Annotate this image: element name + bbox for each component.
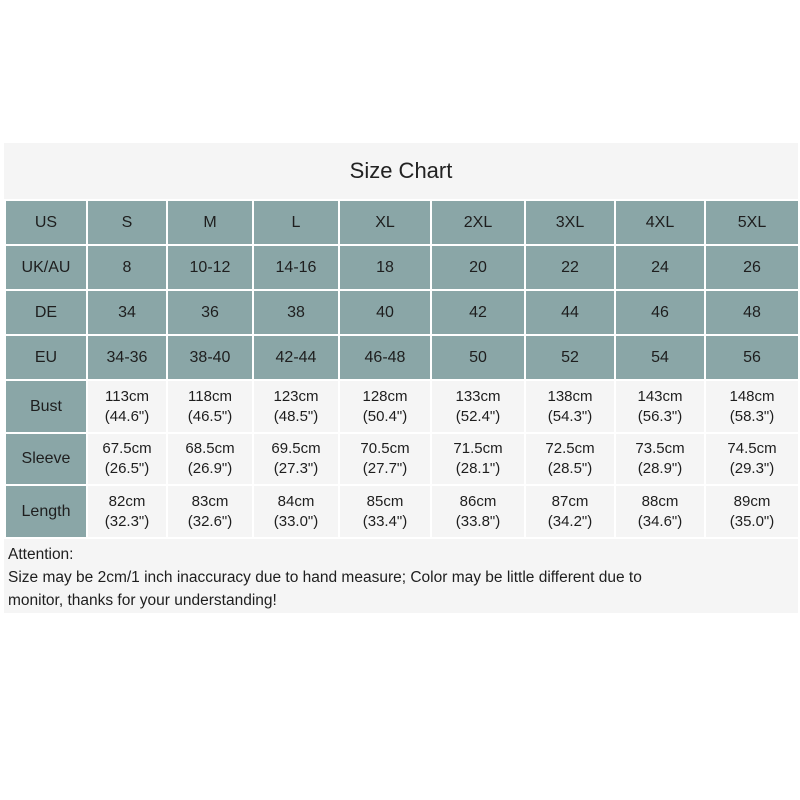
row-label: DE <box>5 290 87 335</box>
value-primary: 38-40 <box>189 348 231 366</box>
value-primary: 118cm <box>188 387 232 405</box>
value-secondary: (33.8") <box>455 512 501 530</box>
size-value-cell <box>253 380 339 433</box>
value-primary: 113cm <box>105 387 149 405</box>
value-primary: 83cm <box>191 492 229 510</box>
value-secondary: (34.6") <box>637 512 683 530</box>
size-row <box>5 335 799 380</box>
value-secondary: (32.3") <box>104 512 150 530</box>
size-value-cell <box>431 335 525 380</box>
size-value-cell <box>253 433 339 485</box>
value-primary: 138cm <box>547 387 593 405</box>
size-chart <box>4 143 798 613</box>
size-value-cell <box>615 433 705 485</box>
value-primary: 24 <box>651 258 669 276</box>
value-secondary: (27.7") <box>362 460 408 477</box>
size-value-cell <box>705 380 799 433</box>
value-secondary: (27.3") <box>273 460 319 477</box>
size-value-cell <box>525 290 615 335</box>
value-primary: 123cm <box>273 387 319 405</box>
row-label: Sleeve <box>5 433 87 485</box>
size-value-cell <box>431 380 525 433</box>
size-value-cell <box>339 485 431 538</box>
size-value-cell <box>253 485 339 538</box>
value-secondary: (26.5") <box>104 460 150 477</box>
value-primary: 82cm <box>108 492 146 510</box>
value-primary: 72.5cm <box>545 440 595 457</box>
size-value-cell <box>339 335 431 380</box>
size-table <box>4 199 800 539</box>
header-size-cell: XL <box>339 200 431 245</box>
chart-title: Size Chart <box>4 143 798 199</box>
size-value-cell <box>87 290 167 335</box>
value-primary: 34 <box>118 303 136 321</box>
value-primary: 71.5cm <box>453 440 503 457</box>
value-primary: 18 <box>376 258 394 276</box>
value-primary: 143cm <box>637 387 683 405</box>
value-primary: 34-36 <box>106 348 148 366</box>
value-primary: 20 <box>469 258 487 276</box>
size-value-cell <box>87 335 167 380</box>
value-secondary: (52.4") <box>455 407 501 425</box>
value-primary: 148cm <box>729 387 775 405</box>
size-value-cell <box>525 380 615 433</box>
value-primary: 54 <box>651 348 669 366</box>
value-primary: 26 <box>743 258 761 276</box>
value-secondary: (28.1") <box>455 460 501 477</box>
header-size-cell: S <box>87 200 167 245</box>
size-value-cell <box>167 380 253 433</box>
header-size-cell: M <box>167 200 253 245</box>
value-primary: 128cm <box>362 387 408 405</box>
size-value-cell <box>431 433 525 485</box>
value-secondary: (32.6") <box>187 512 233 530</box>
size-value-cell <box>705 485 799 538</box>
size-value-cell <box>705 433 799 485</box>
size-value-cell <box>705 335 799 380</box>
size-value-cell <box>525 433 615 485</box>
size-value-cell <box>431 290 525 335</box>
row-label: EU <box>5 335 87 380</box>
value-secondary: (33.0") <box>273 512 319 530</box>
row-label: Bust <box>5 380 87 433</box>
value-primary: 68.5cm <box>185 440 235 457</box>
size-value-cell <box>339 380 431 433</box>
value-primary: 87cm <box>551 492 589 510</box>
header-size-cell: 3XL <box>525 200 615 245</box>
value-primary: 89cm <box>733 492 771 510</box>
value-primary: 67.5cm <box>102 440 152 457</box>
value-primary: 36 <box>201 303 219 321</box>
size-row <box>5 380 799 433</box>
value-secondary: (35.0") <box>729 512 775 530</box>
size-value-cell <box>87 433 167 485</box>
size-value-cell <box>339 245 431 290</box>
size-value-cell <box>253 245 339 290</box>
size-value-cell <box>525 245 615 290</box>
header-size-cell: 5XL <box>705 200 799 245</box>
value-primary: 14-16 <box>275 258 317 276</box>
value-secondary: (34.2") <box>547 512 593 530</box>
value-primary: 44 <box>561 303 579 321</box>
size-value-cell <box>87 380 167 433</box>
header-label-us: US <box>5 200 87 245</box>
size-table-body <box>5 200 799 538</box>
size-value-cell <box>167 433 253 485</box>
value-primary: 86cm <box>459 492 497 510</box>
value-primary: 40 <box>376 303 394 321</box>
attention-line-2: monitor, thanks for your understanding! <box>8 592 277 609</box>
value-primary: 8 <box>122 258 132 276</box>
value-primary: 48 <box>743 303 761 321</box>
value-primary: 22 <box>561 258 579 276</box>
size-value-cell <box>431 245 525 290</box>
value-primary: 133cm <box>455 387 501 405</box>
value-primary: 74.5cm <box>727 440 777 457</box>
value-secondary: (28.5") <box>547 460 593 477</box>
size-value-cell <box>525 335 615 380</box>
size-row <box>5 290 799 335</box>
row-label: UK/AU <box>5 245 87 290</box>
size-row <box>5 245 799 290</box>
header-size-cell: 4XL <box>615 200 705 245</box>
value-primary: 42 <box>469 303 487 321</box>
value-primary: 50 <box>469 348 487 366</box>
value-secondary: (56.3") <box>637 407 683 425</box>
size-header-row <box>5 200 799 245</box>
header-size-cell: L <box>253 200 339 245</box>
row-label: Length <box>5 485 87 538</box>
value-secondary: (26.9") <box>187 460 233 477</box>
value-secondary: (44.6") <box>104 407 150 425</box>
size-value-cell <box>615 380 705 433</box>
size-value-cell <box>431 485 525 538</box>
size-value-cell <box>705 245 799 290</box>
size-value-cell <box>167 335 253 380</box>
value-secondary: (28.9") <box>637 460 683 477</box>
size-value-cell <box>705 290 799 335</box>
size-row <box>5 433 799 485</box>
size-value-cell <box>615 485 705 538</box>
value-secondary: (58.3") <box>729 407 775 425</box>
size-value-cell <box>339 433 431 485</box>
size-value-cell <box>615 335 705 380</box>
value-secondary: (33.4") <box>362 512 408 530</box>
value-secondary: (29.3") <box>729 460 775 477</box>
size-value-cell <box>167 485 253 538</box>
attention-note <box>8 543 788 612</box>
size-row <box>5 485 799 538</box>
attention-heading: Attention: <box>8 546 74 563</box>
value-primary: 84cm <box>277 492 315 510</box>
value-primary: 38 <box>287 303 305 321</box>
size-value-cell <box>525 485 615 538</box>
value-primary: 85cm <box>366 492 404 510</box>
value-primary: 70.5cm <box>360 440 410 457</box>
value-primary: 10-12 <box>189 258 231 276</box>
value-secondary: (48.5") <box>273 407 319 425</box>
value-secondary: (46.5") <box>187 407 233 425</box>
attention-line-1: Size may be 2cm/1 inch inaccuracy due to hand measure; Color may be little different due to <box>8 569 642 586</box>
size-value-cell <box>167 245 253 290</box>
value-secondary: (50.4") <box>362 407 408 425</box>
value-primary: 73.5cm <box>635 440 685 457</box>
value-primary: 69.5cm <box>271 440 321 457</box>
size-value-cell <box>87 245 167 290</box>
size-value-cell <box>87 485 167 538</box>
value-secondary: (54.3") <box>547 407 593 425</box>
value-primary: 46 <box>651 303 669 321</box>
size-value-cell <box>615 245 705 290</box>
size-value-cell <box>253 335 339 380</box>
value-primary: 46-48 <box>364 348 406 366</box>
size-value-cell <box>167 290 253 335</box>
size-value-cell <box>339 290 431 335</box>
value-primary: 88cm <box>641 492 679 510</box>
header-size-cell: 2XL <box>431 200 525 245</box>
value-primary: 52 <box>561 348 579 366</box>
value-primary: 42-44 <box>275 348 317 366</box>
size-value-cell <box>615 290 705 335</box>
size-value-cell <box>253 290 339 335</box>
value-primary: 56 <box>743 348 761 366</box>
